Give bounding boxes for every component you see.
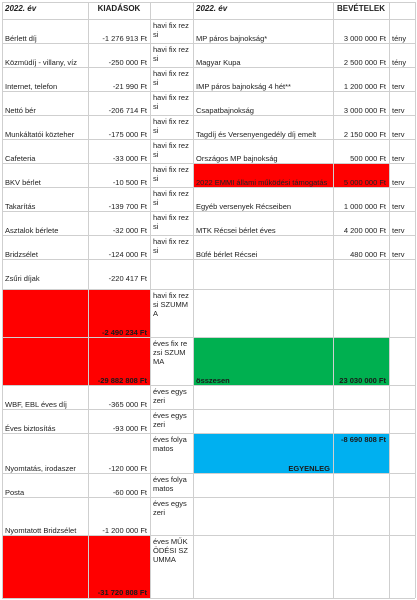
grid-row-line [2, 19, 415, 20]
expense-type: havi fix rezsi [153, 141, 189, 159]
yearly-item-amount: -60 000 Ft [112, 488, 147, 497]
header-bevetelek: BEVÉTELEK [336, 4, 385, 13]
yearly-total-label: éves fix rezsi SZUMMA [153, 339, 188, 366]
expense-amount: -220 417 Ft [108, 274, 147, 283]
grid-col-line [2, 2, 3, 598]
income-amount: 3 000 000 Ft [343, 34, 386, 43]
expense-type [150, 260, 193, 284]
income-label: Magyar Kupa [196, 58, 241, 67]
expense-amount: -124 000 Ft [108, 250, 147, 259]
expense-label: Internet, telefon [5, 82, 58, 91]
grid-row-line [2, 43, 415, 44]
balance-cell: -8 690 808 Ft [333, 434, 389, 474]
income-total-cell: 23 030 000 Ft [333, 338, 389, 386]
income-amount: 4 200 000 Ft [343, 226, 386, 235]
income-label: Országos MP bajnokság [196, 154, 278, 163]
expense-amount: -32 000 Ft [112, 226, 147, 235]
income-label: IMP páros bajnokság 4 hét** [196, 82, 291, 91]
grid-col-line [333, 2, 334, 598]
header-year-right: 2022. év [196, 4, 228, 13]
yearly-item-type: éves folyamatos [153, 435, 187, 453]
expense-label: Cafeteria [5, 154, 36, 163]
yearly-item-amount: -93 000 Ft [112, 424, 147, 433]
grid-col-line [88, 2, 89, 598]
income-label: Tagdíj és Versenyengedély díj emelt [196, 130, 317, 139]
income-status: terv [392, 130, 405, 139]
yearly-item-amount: -120 000 Ft [108, 464, 147, 473]
grid-row-line [2, 67, 415, 68]
expense-label: Takarítás [5, 202, 36, 211]
balance-label-cell: EGYENLEG [193, 434, 333, 474]
grid-row-line [2, 337, 415, 338]
expense-label: Bridzsélet [5, 250, 38, 259]
grid-row-line [2, 115, 415, 116]
income-amount: 2 150 000 Ft [343, 130, 386, 139]
income-status: terv [392, 226, 405, 235]
expense-label: Zsűri díjak [5, 274, 40, 283]
income-amount: 5 000 000 Ft [343, 178, 386, 187]
yearly-item-label: Nyomtatás, irodaszer [5, 464, 76, 473]
expense-amount: -175 000 Ft [108, 130, 147, 139]
yearly-item-label: Posta [5, 488, 25, 497]
header-year-left: 2022. év [5, 4, 37, 13]
expense-amount: -206 714 Ft [108, 106, 147, 115]
expense-type: havi fix rezsi [153, 189, 189, 207]
yearly-item-label: Éves biztosítás [5, 424, 56, 433]
expense-amount: -10 500 Ft [112, 178, 147, 187]
yearly-item-amount: -1 200 000 Ft [102, 526, 147, 535]
grid-col-line [415, 2, 416, 598]
yearly-item-type: éves egyszeri [153, 387, 187, 405]
income-amount: 500 000 Ft [350, 154, 386, 163]
income-amount: 3 000 000 Ft [343, 106, 386, 115]
expense-type: havi fix rezsi [153, 69, 189, 87]
income-label: 2022 EMMI állami működési támogatás [196, 178, 328, 187]
grid-row-line [2, 2, 415, 3]
income-status: terv [392, 178, 405, 187]
yearly-item-amount: -365 000 Ft [108, 400, 147, 409]
grid-row-line [2, 211, 415, 212]
expense-label: Bérlett díj [5, 34, 37, 43]
income-label: Csapatbajnokság [196, 106, 254, 115]
grid-row-line [2, 598, 415, 599]
income-amount: 2 500 000 Ft [343, 58, 386, 67]
income-status: tény [392, 58, 407, 67]
grid-row-line [2, 535, 415, 536]
expense-amount: -21 990 Ft [112, 82, 147, 91]
yearly-total-cell: -29 882 808 Ft [2, 338, 150, 386]
expense-type: havi fix rezsi [153, 165, 189, 183]
grid-row-line [2, 163, 415, 164]
income-total-label-cell: összesen [193, 338, 333, 386]
income-label: Egyéb versenyek Récseiben [196, 202, 292, 211]
grid-row-line [2, 139, 415, 140]
income-status: terv [392, 250, 405, 259]
income-status: tény [392, 34, 407, 43]
expense-amount: -1 276 913 Ft [102, 34, 147, 43]
grid-row-line [2, 497, 415, 498]
yearly-op-total-cell: -31 720 808 Ft [2, 536, 150, 598]
grid-row-line [2, 289, 415, 290]
expense-type: havi fix rezsi [153, 213, 189, 231]
income-status: terv [392, 82, 405, 91]
yearly-item-type: éves egyszeri [153, 411, 187, 429]
grid-row-line [2, 235, 415, 236]
grid-row-line [2, 473, 415, 474]
grid-row-line [2, 259, 415, 260]
yearly-item-label: Nyomtatott Bridzsélet [5, 526, 77, 535]
expense-label: Nettó bér [5, 106, 36, 115]
expense-type: havi fix rezsi [153, 21, 189, 39]
expense-type: havi fix rezsi [153, 237, 189, 255]
expense-label: Asztalok bérlete [5, 226, 59, 235]
expense-amount: -139 700 Ft [108, 202, 147, 211]
grid-row-line [2, 91, 415, 92]
grid-row-line [2, 409, 415, 410]
expense-label: Közmüdíj - villany, víz [5, 58, 77, 67]
grid-col-line [389, 2, 390, 598]
grid-col-line [150, 2, 151, 598]
income-amount: 1 000 000 Ft [343, 202, 386, 211]
expense-amount: -33 000 Ft [112, 154, 147, 163]
expense-type: havi fix rezsi [153, 117, 189, 135]
expense-label: Munkáltatói közteher [5, 130, 75, 139]
grid-row-line [2, 385, 415, 386]
expense-amount: -250 000 Ft [108, 58, 147, 67]
yearly-item-label: WBF, EBL éves díj [5, 400, 67, 409]
monthly-total-cell: -2 490 234 Ft [2, 290, 150, 338]
yearly-item-type: éves egyszeri [153, 499, 187, 517]
grid-row-line [2, 187, 415, 188]
income-status: terv [392, 154, 405, 163]
expense-type: havi fix rezsi [153, 45, 189, 63]
income-amount: 1 200 000 Ft [343, 82, 386, 91]
income-amount: 480 000 Ft [350, 250, 386, 259]
expense-type: havi fix rezsi [153, 93, 189, 111]
income-label: Büfé bérlet Récsei [196, 250, 258, 259]
yearly-item-type: éves folyamatos [153, 475, 187, 493]
income-label: MP páros bajnokság* [196, 34, 268, 43]
yearly-op-total-label: éves MŰKÖDÉSI SZUMMA [153, 537, 189, 564]
grid-col-line [193, 2, 194, 598]
grid-row-line [2, 433, 415, 434]
income-status: terv [392, 202, 405, 211]
header-kiadasok: KIADÁSOK [97, 4, 141, 13]
monthly-total-label: havi fix rezsi SZUMMA [153, 291, 189, 318]
income-label: MTK Récsei bérlet éves [196, 226, 276, 235]
expense-label: BKV bérlet [5, 178, 41, 187]
income-status: terv [392, 106, 405, 115]
